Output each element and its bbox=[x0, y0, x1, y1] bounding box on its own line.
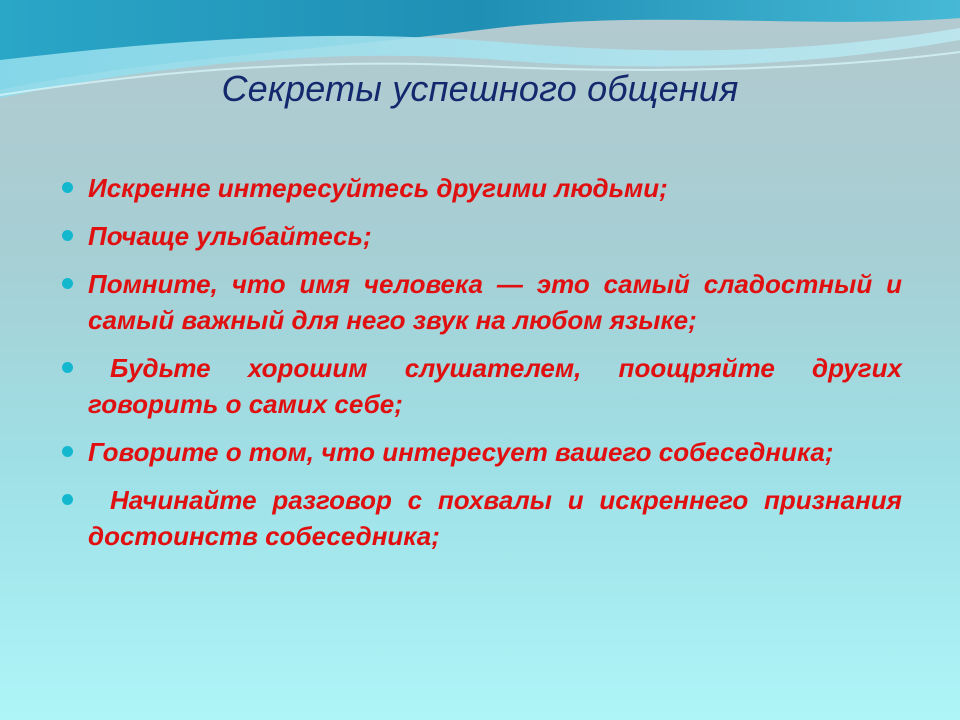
bullet-list bbox=[60, 170, 902, 554]
list-item bbox=[60, 350, 902, 422]
bullet-text: Говорите о том, что интересует вашего собеседника; bbox=[88, 437, 834, 467]
bullet-text: Искренне интересуйтесь другими людьми; bbox=[88, 173, 668, 203]
list-item bbox=[60, 482, 902, 554]
list-item bbox=[60, 434, 902, 470]
bullet-dot-icon bbox=[62, 446, 73, 457]
slide-title: Секреты успешного общения bbox=[221, 68, 739, 109]
bullet-text: Будьте хорошим слушателем, поощряйте других говорить о самих себе; bbox=[88, 353, 902, 419]
bullet-dot-icon bbox=[62, 182, 73, 193]
bullet-dot-icon bbox=[62, 278, 73, 289]
bullet-text: Почаще улыбайтесь; bbox=[88, 221, 372, 251]
bullet-dot-icon bbox=[62, 230, 73, 241]
list-item bbox=[60, 266, 902, 338]
bullet-dot-icon bbox=[62, 362, 73, 373]
bullet-text: Помните, что имя человека — это самый сладостный и самый важный для него звук на любом языке; bbox=[88, 269, 902, 335]
bullet-dot-icon bbox=[62, 494, 73, 505]
list-item bbox=[60, 218, 902, 254]
bullet-text: Начинайте разговор с похвалы и искреннего признания достоинств собеседника; bbox=[88, 485, 902, 551]
wave-decoration bbox=[0, 0, 960, 130]
list-item bbox=[60, 170, 902, 206]
